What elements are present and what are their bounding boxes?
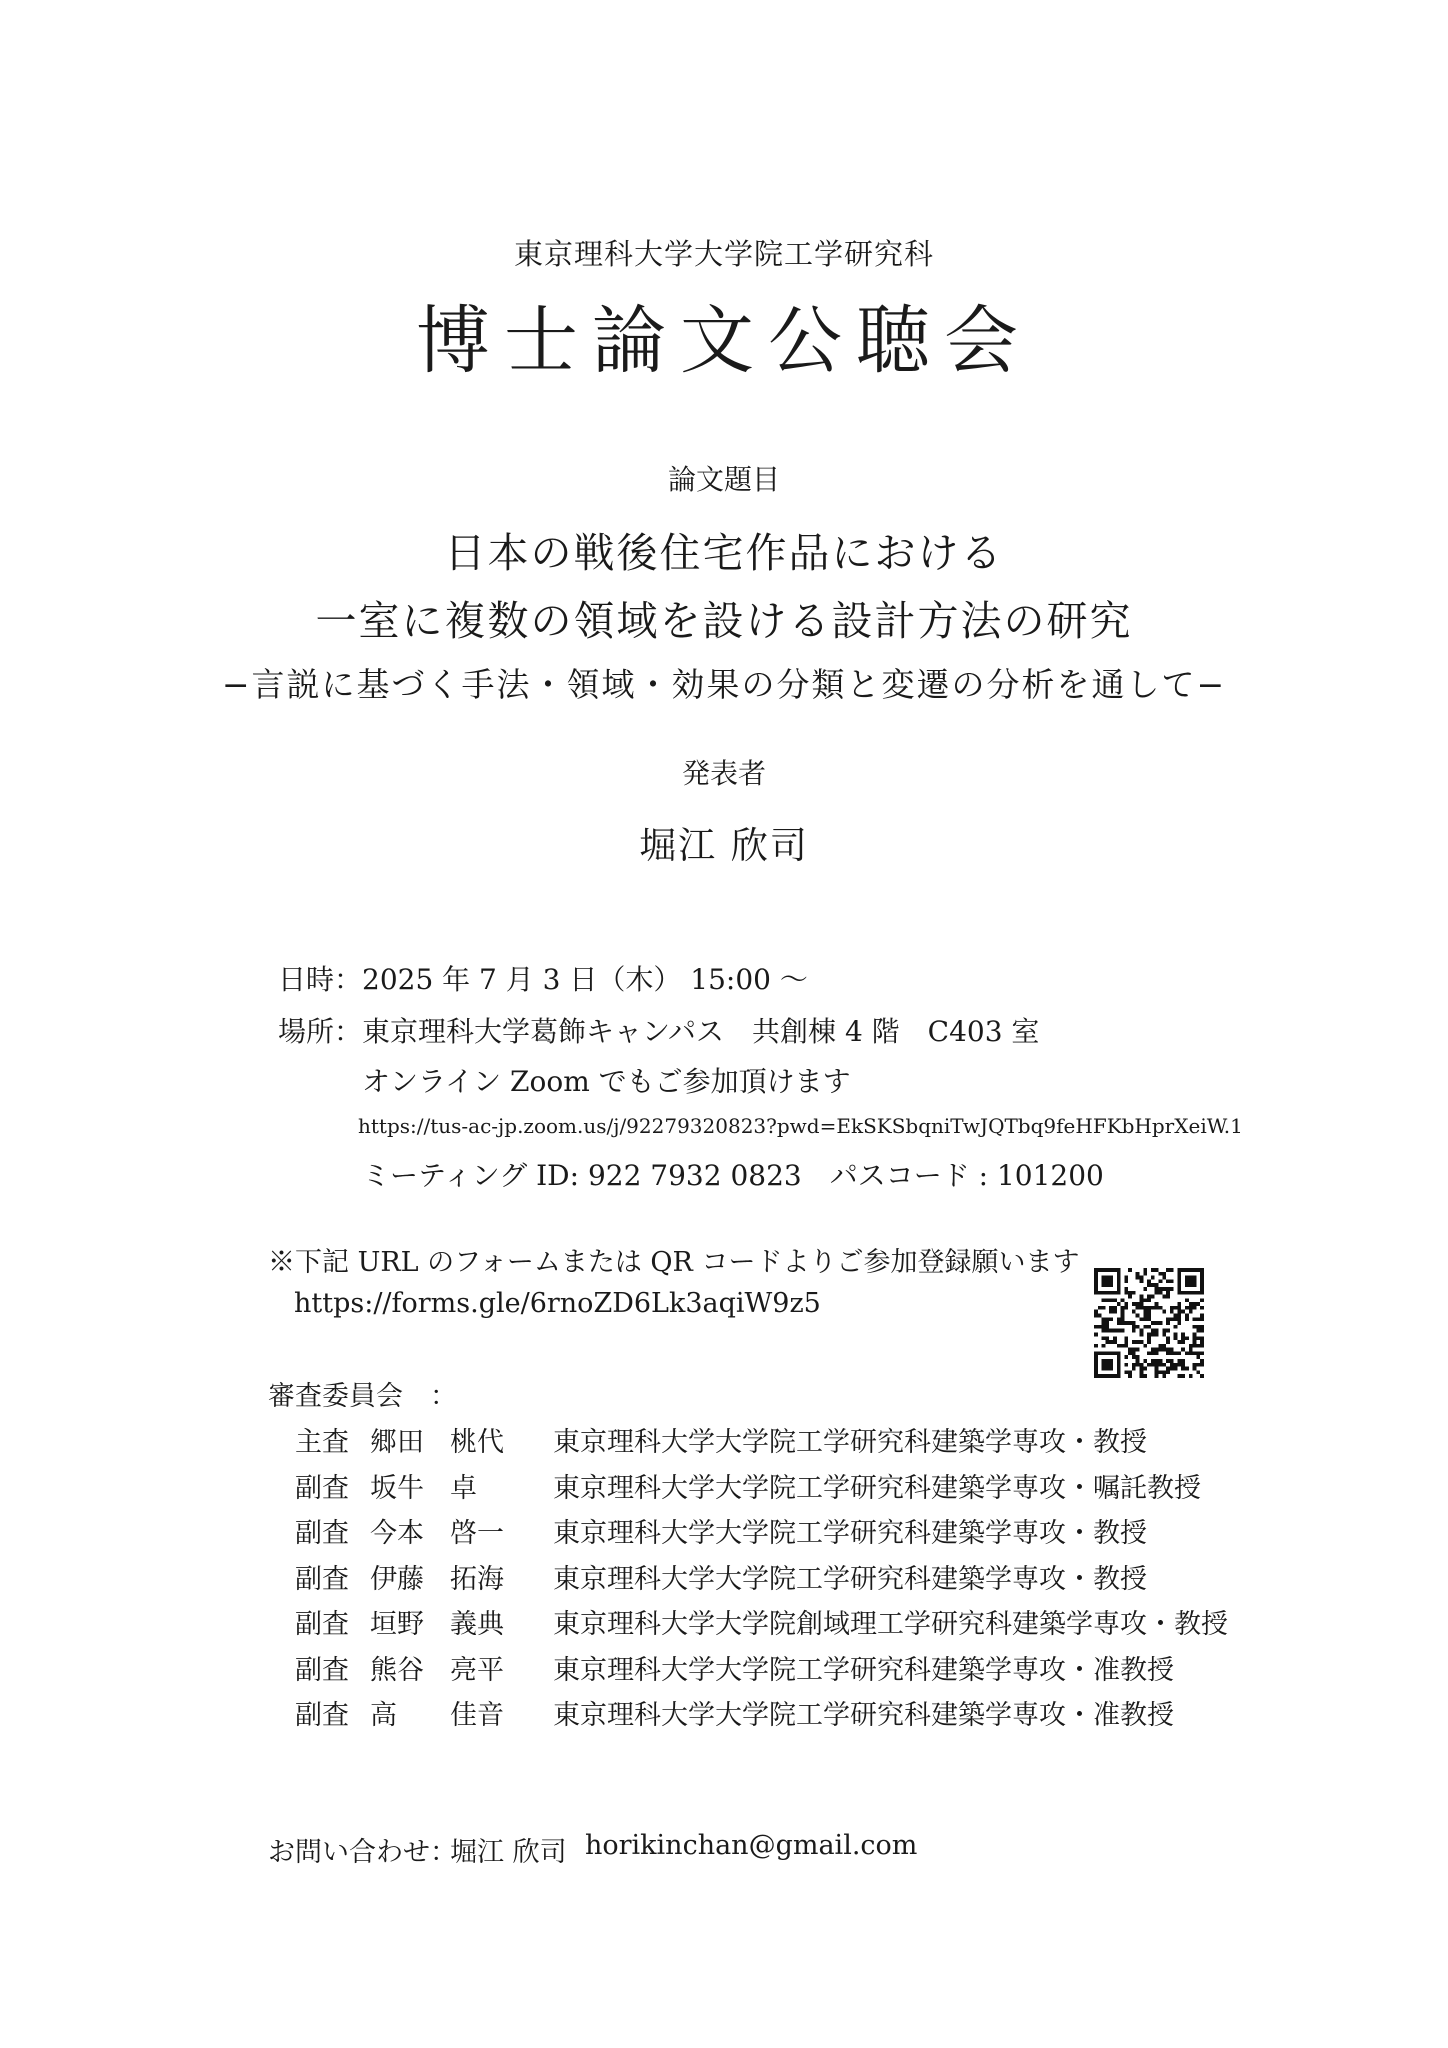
thesis-heading: 論文題目: [667, 463, 780, 496]
place-label: 場所：: [278, 1015, 363, 1048]
committee-surname: 伊藤: [370, 1563, 424, 1595]
registration-note: ※下記 URL のフォームまたは QR コードよりご参加登録願います: [268, 1247, 1080, 1278]
committee-given-name: 卓: [450, 1472, 477, 1504]
registration-url-link[interactable]: https://forms.gle/6rnoZD6Lk3aqiW9z5: [294, 1288, 821, 1319]
presenter-name: 堀江 欣司: [639, 824, 809, 867]
thesis-subtitle: −言説に基づく手法・領域・効果の分類と変遷の分析を通して−: [221, 665, 1227, 704]
committee-affiliation: 東京理科大学大学院工学研究科建築学専攻・准教授: [553, 1654, 1174, 1686]
committee-role: 副査: [295, 1563, 349, 1595]
committee-given-name: 桃代: [450, 1427, 504, 1458]
committee-affiliation: 東京理科大学大学院工学研究科建築学専攻・准教授: [553, 1700, 1174, 1731]
presenter-heading: 発表者: [681, 757, 766, 790]
committee-role: 副査: [295, 1472, 349, 1504]
committee-role: 副査: [295, 1609, 349, 1640]
committee-given-name: 佳音: [450, 1700, 504, 1731]
committee-surname: 熊谷: [370, 1654, 424, 1686]
committee-role: 副査: [295, 1518, 349, 1549]
committee-affiliation: 東京理科大学大学院工学研究科建築学専攻・教授: [553, 1427, 1147, 1458]
committee-surname: 高: [370, 1700, 397, 1731]
contact-label: お問い合わせ：: [268, 1837, 457, 1868]
committee-surname: 垣野: [370, 1609, 424, 1640]
committee-affiliation: 東京理科大学大学院工学研究科建築学専攻・教授: [553, 1563, 1147, 1595]
committee-surname: 郷田: [370, 1427, 424, 1458]
thesis-title-line-2: 一室に複数の領域を設ける設計方法の研究: [315, 597, 1133, 645]
committee-given-name: 亮平: [450, 1654, 504, 1686]
qr-code-icon[interactable]: [1094, 1268, 1204, 1378]
committee-role: 副査: [295, 1700, 349, 1731]
committee-affiliation: 東京理科大学大学院工学研究科建築学専攻・嘱託教授: [553, 1472, 1201, 1504]
committee-surname: 坂牛: [370, 1472, 424, 1504]
committee-given-name: 拓海: [450, 1563, 504, 1595]
committee-affiliation: 東京理科大学大学院創域理工学研究科建築学専攻・教授: [553, 1609, 1228, 1640]
contact-name: 堀江 欣司: [450, 1837, 567, 1868]
committee-role: 主査: [295, 1427, 349, 1458]
committee-heading: 審査委員会 ：: [268, 1381, 457, 1412]
date-value: 2025 年 7 月 3 日（木） 15:00 〜: [362, 963, 808, 996]
committee-role: 副査: [295, 1654, 349, 1686]
institution-name: 東京理科大学大学院工学研究科: [513, 237, 934, 271]
date-label: 日時：: [278, 963, 363, 996]
committee-surname: 今本: [370, 1518, 424, 1549]
committee-given-name: 義典: [450, 1609, 504, 1640]
committee-given-name: 啓一: [450, 1518, 504, 1549]
thesis-title-line-1: 日本の戦後住宅作品における: [444, 529, 1004, 577]
online-note: オンライン Zoom でもご参加頂けます: [362, 1065, 851, 1098]
place-value: 東京理科大学葛飾キャンパス 共創棟 4 階 C403 室: [362, 1015, 1040, 1048]
committee-affiliation: 東京理科大学大学院工学研究科建築学専攻・教授: [553, 1518, 1147, 1549]
meeting-id: ミーティング ID: 922 7932 0823 パスコード : 101200: [362, 1159, 1104, 1192]
zoom-url-link[interactable]: https://tus-ac-jp.zoom.us/j/92279320823?pwd=EkSKSbqniTwJQTbq9feHFKbHprXeiW.1: [358, 1114, 1243, 1138]
contact-email-link[interactable]: horikinchan@gmail.com: [585, 1830, 918, 1861]
document-title: 博士論文公聴会: [416, 298, 1032, 384]
